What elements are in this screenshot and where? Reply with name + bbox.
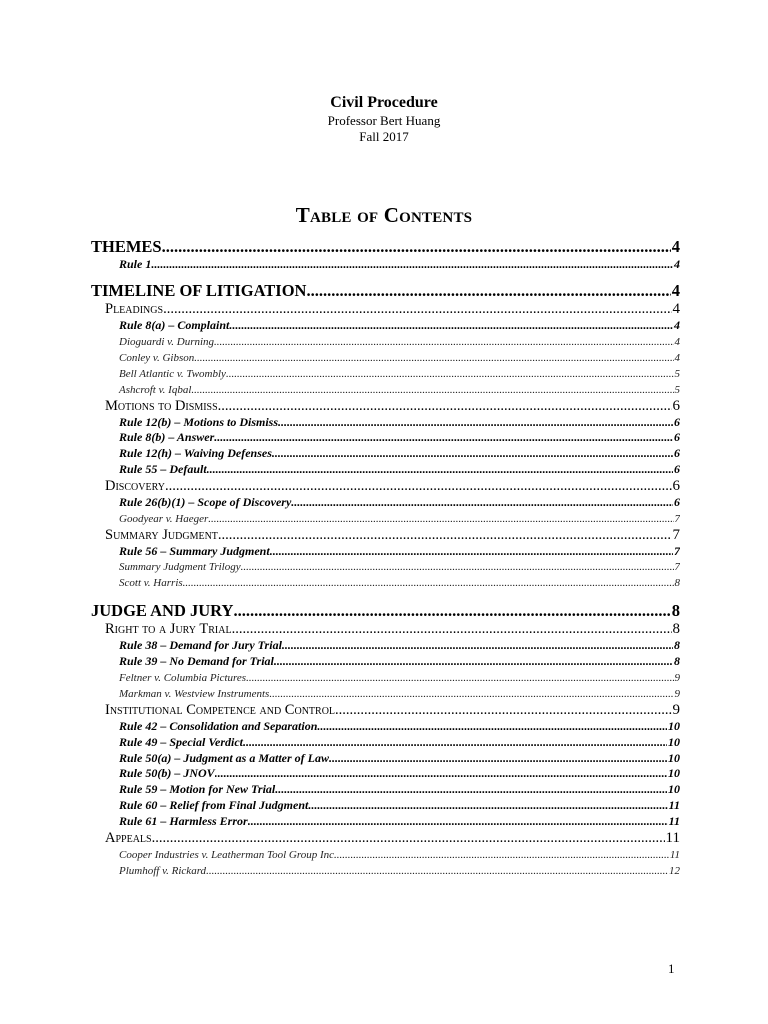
toc-entry-label: Cooper Industries v. Leatherman Tool Group Inc. xyxy=(119,848,337,861)
toc-entry-page: 6 xyxy=(672,397,680,414)
toc-entry-page: 7 xyxy=(674,543,680,558)
toc-entry-page: 10 xyxy=(668,766,680,781)
toc-entry-page: 6 xyxy=(674,414,680,429)
toc-item[interactable] xyxy=(91,638,680,654)
toc-item[interactable] xyxy=(91,719,680,735)
toc-entry-label: Ashcroft v. Iqbal xyxy=(119,383,192,396)
toc-item[interactable] xyxy=(91,257,680,273)
toc-entry-page: 8 xyxy=(674,577,680,590)
toc-item[interactable] xyxy=(91,415,680,431)
toc-entry-page: 10 xyxy=(668,750,680,765)
toc-entry-label: Right to a Jury Trial xyxy=(105,621,232,638)
toc-entry-label: THEMES xyxy=(91,237,162,256)
toc-entry-page: 11 xyxy=(668,797,680,812)
toc-entry-label: Summary Judgment xyxy=(105,526,218,543)
toc-entry-page: 12 xyxy=(669,864,680,877)
toc-leader-dots xyxy=(208,511,673,527)
toc-entry-label: Pleadings xyxy=(105,300,164,317)
toc-leader-dots xyxy=(272,446,673,462)
toc-entry-label: Rule 55 – Default xyxy=(119,461,207,476)
toc-section[interactable] xyxy=(91,280,680,301)
toc-entry-page: 4 xyxy=(674,257,680,271)
toc-item[interactable] xyxy=(91,462,680,478)
toc-entry-label: Summary Judgment Trilogy xyxy=(119,561,241,574)
toc-item[interactable] xyxy=(91,751,680,767)
toc-entry-page: 6 xyxy=(674,461,680,476)
toc-leader-dots xyxy=(270,544,673,560)
toc-entry-label: Rule 56 – Summary Judgment xyxy=(119,543,270,558)
toc-entry-label: Scott v. Harris xyxy=(119,577,183,590)
toc-item[interactable] xyxy=(91,863,680,879)
toc-entry-page: 7 xyxy=(674,512,680,525)
toc-entry-page: 11 xyxy=(668,813,680,828)
toc-entry-label: Feltner v. Columbia Pictures xyxy=(119,671,247,684)
toc-entry-page: 6 xyxy=(674,494,680,509)
toc-entry-label: Motions to Dismiss xyxy=(105,397,218,414)
toc-leader-dots xyxy=(194,350,673,366)
toc-entry-page: 6 xyxy=(674,430,680,445)
toc-item[interactable] xyxy=(91,686,680,702)
toc-item[interactable] xyxy=(91,798,680,814)
toc-entry-page: 5 xyxy=(674,367,680,380)
toc-entry-label: Rule 26(b)(1) – Scope of Discovery xyxy=(119,494,292,509)
toc-item[interactable] xyxy=(91,544,680,560)
toc-entry-page: 9 xyxy=(674,671,680,684)
toc-leader-dots xyxy=(165,478,672,495)
toc-leader-dots xyxy=(162,236,671,257)
toc-leader-dots xyxy=(246,670,673,686)
toc-subsection[interactable] xyxy=(91,301,680,318)
toc-subsection[interactable] xyxy=(91,478,680,495)
toc-entry-page: 4 xyxy=(674,317,680,332)
toc-entry-page: 4 xyxy=(674,335,680,348)
toc-entry-label: TIMELINE OF LITIGATION xyxy=(91,280,307,300)
toc-leader-dots xyxy=(269,686,673,702)
toc-entry-page: 8 xyxy=(671,601,680,621)
toc-leader-dots xyxy=(329,751,667,767)
toc-entry-label: Discovery xyxy=(105,477,165,494)
toc-item[interactable] xyxy=(91,446,680,462)
toc-item[interactable] xyxy=(91,430,680,446)
toc-entry-page: 8 xyxy=(674,654,680,669)
toc-entry-label: Bell Atlantic v. Twombly xyxy=(119,367,226,380)
toc-item[interactable] xyxy=(91,735,680,751)
document-term: Fall 2017 xyxy=(359,129,409,144)
toc-item[interactable] xyxy=(91,366,680,382)
toc-entry-label: Rule 8(a) – Complaint xyxy=(119,317,230,332)
toc-item[interactable] xyxy=(91,559,680,575)
toc-subsection[interactable] xyxy=(91,830,680,847)
toc-entry-label: Rule 50(b) – JNOV xyxy=(119,766,215,781)
toc-leader-dots xyxy=(226,366,674,382)
toc-item[interactable] xyxy=(91,654,680,670)
toc-entry-label: Plumhoff v. Rickard xyxy=(119,864,207,877)
toc-item[interactable] xyxy=(91,847,680,863)
toc-item[interactable] xyxy=(91,511,680,527)
toc-leader-dots xyxy=(275,782,667,798)
toc-entry-page: 4 xyxy=(674,351,680,364)
toc-leader-dots xyxy=(291,495,673,511)
toc-leader-dots xyxy=(229,318,673,334)
toc-entry-label: Rule 12(h) – Waiving Defenses xyxy=(119,446,272,461)
toc-entry-page: 8 xyxy=(672,621,680,638)
toc-subsection[interactable] xyxy=(91,527,680,544)
page-number: 1 xyxy=(668,961,675,976)
toc-leader-dots xyxy=(215,766,667,782)
toc-leader-dots xyxy=(163,301,671,318)
toc-entry-label: Dioguardi v. Durning xyxy=(119,335,215,348)
toc-item[interactable] xyxy=(91,766,680,782)
toc-leader-dots xyxy=(218,398,672,415)
toc-leader-dots xyxy=(335,702,671,719)
toc-leader-dots xyxy=(243,735,667,751)
toc-entry-label: Rule 39 – No Demand for Trial xyxy=(119,654,274,669)
toc-entry-label: Rule 49 – Special Verdict xyxy=(119,734,243,749)
toc-leader-dots xyxy=(233,600,670,621)
toc-entry-label: Markman v. Westview Instruments xyxy=(119,687,270,700)
toc-entry-page: 4 xyxy=(672,300,680,317)
toc-entry-label: JUDGE AND JURY xyxy=(91,601,234,621)
toc-item[interactable] xyxy=(91,782,680,798)
toc-entry-page: 6 xyxy=(672,477,680,494)
toc-leader-dots xyxy=(151,257,673,273)
toc-entry-page: 9 xyxy=(674,687,680,700)
toc-item[interactable] xyxy=(91,334,680,350)
toc-leader-dots xyxy=(183,575,674,591)
toc-item[interactable] xyxy=(91,318,680,334)
toc-entry-label: Rule 12(b) – Motions to Dismiss xyxy=(119,414,279,429)
document-header xyxy=(0,93,768,145)
toc-entry-page: 8 xyxy=(674,638,680,653)
toc-leader-dots xyxy=(248,814,668,830)
toc-item[interactable] xyxy=(91,382,680,398)
document-title: Civil Procedure xyxy=(330,94,438,111)
toc-item[interactable] xyxy=(91,575,680,591)
toc-leader-dots xyxy=(282,638,673,654)
toc-leader-dots xyxy=(274,654,673,670)
toc-entry-label: Conley v. Gibson xyxy=(119,351,195,364)
toc-entry-label: Rule 38 – Demand for Jury Trial xyxy=(119,638,282,653)
toc-entry-page: 11 xyxy=(665,829,680,846)
toc-leader-dots xyxy=(232,621,672,638)
toc-leader-dots xyxy=(206,863,668,879)
toc-leader-dots xyxy=(218,527,672,544)
toc-leader-dots xyxy=(337,847,669,863)
toc-subsection[interactable] xyxy=(91,702,680,719)
toc-item[interactable] xyxy=(91,814,680,830)
toc-entry-label: Rule 8(b) – Answer xyxy=(119,430,215,445)
toc-leader-dots xyxy=(241,559,674,575)
toc-entry-page: 10 xyxy=(668,782,680,797)
toc-heading: Table of Contents xyxy=(295,203,473,227)
toc-entry-page: 4 xyxy=(671,237,680,256)
toc-leader-dots xyxy=(207,462,673,478)
document-author: Professor Bert Huang xyxy=(327,113,441,128)
toc-item[interactable] xyxy=(91,670,680,686)
toc-entry-label: Rule 50(a) – Judgment as a Matter of Law xyxy=(119,750,330,765)
toc-entry-page: 4 xyxy=(671,280,680,300)
toc-entry-label: Goodyear v. Haeger xyxy=(119,512,209,525)
toc-entry-page: 5 xyxy=(674,383,680,396)
toc-leader-dots xyxy=(317,719,667,735)
toc-item[interactable] xyxy=(91,495,680,511)
toc-entry-label: Institutional Competence and Control xyxy=(105,701,336,718)
toc-leader-dots xyxy=(214,334,673,350)
toc-leader-dots xyxy=(278,415,673,431)
toc-leader-dots xyxy=(306,280,670,301)
toc-entry-label: Rule 61 – Harmless Error xyxy=(119,813,248,828)
toc-entry-label: Appeals xyxy=(105,829,152,846)
toc-leader-dots xyxy=(214,430,673,446)
toc-leader-dots xyxy=(152,830,665,847)
toc-entry-label: Rule 42 – Consolidation and Separation xyxy=(119,718,318,733)
toc-leader-dots xyxy=(191,382,673,398)
toc-entry-page: 7 xyxy=(672,526,680,543)
toc-entry-page: 9 xyxy=(672,701,680,718)
toc-item[interactable] xyxy=(91,350,680,366)
toc-entry-page: 10 xyxy=(668,718,680,733)
toc-section[interactable] xyxy=(91,600,680,621)
toc-entry-label: Rule 59 – Motion for New Trial xyxy=(119,782,276,797)
toc-entry-page: 7 xyxy=(674,561,680,574)
toc-subsection[interactable] xyxy=(91,398,680,415)
toc-section[interactable] xyxy=(91,236,680,257)
toc-leader-dots xyxy=(308,798,667,814)
toc-entry-page: 6 xyxy=(674,446,680,461)
toc-entry-page: 11 xyxy=(669,848,680,861)
toc-entry-label: Rule 60 – Relief from Final Judgment xyxy=(119,797,309,812)
toc-entry-label: Rule 1 xyxy=(119,257,152,271)
table-of-contents xyxy=(91,236,680,879)
toc-entry-page: 10 xyxy=(668,734,680,749)
toc-subsection[interactable] xyxy=(91,621,680,638)
